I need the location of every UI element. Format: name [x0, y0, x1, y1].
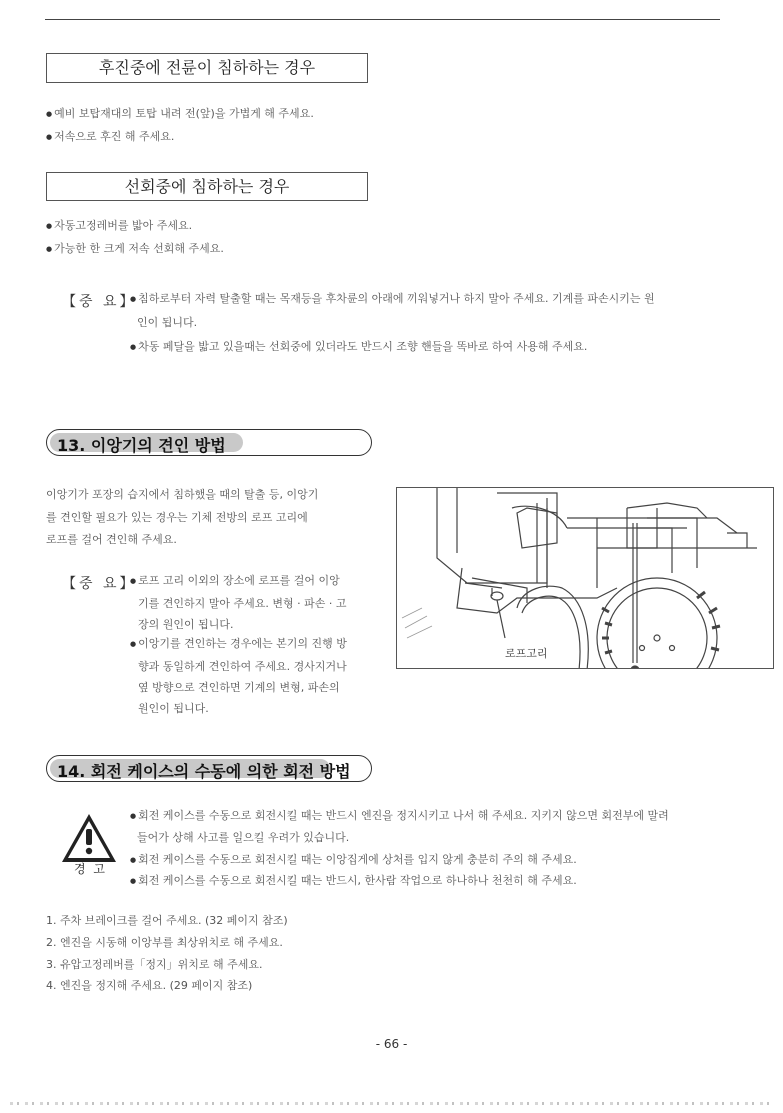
list-item: ● 가능한 한 크게 저속 선회해 주세요.	[46, 242, 224, 257]
towing-important-1: ● 로프 고리 이외의 장소에 로프를 걸어 이앙 기를 견인하지 말아 주세요. 변형 · 파손 · 고 장의 원인이 됩니다.	[130, 570, 346, 635]
warning-item-cont: 들어가 상해 사고를 일으킬 우려가 있습니다.	[137, 831, 350, 844]
list-item: ● 예비 보탑재대의 토탑 내려 전(앞)을 가볍게 해 주세요.	[46, 107, 314, 122]
warning-item: ● 회전 케이스를 수동으로 회전시킬 때는 반드시 엔진을 정지시키고 나서 해 주세요. 지키지 않으면 회전부에 말려	[130, 809, 669, 824]
step-item: 4. 엔진을 정지해 주세요. (29 페이지 참조)	[46, 979, 253, 992]
list-item: ● 자동고정레버를 밟아 주세요.	[46, 219, 192, 234]
important-item: ● 침하로부터 자력 탈출할 때는 목재등을 후차륜의 아래에 끼워넣거나 하지 말아 주세요. 기계를 파손시키는 원	[130, 292, 655, 307]
step-item: 3. 유압고정레버를「정지」위치로 해 주세요.	[46, 958, 263, 971]
step-item: 2. 엔진을 시동해 이앙부를 최상위치로 해 주세요.	[46, 936, 283, 949]
section-heading-turning-sinking: 선회중에 침하하는 경우	[46, 172, 368, 201]
section-heading-13	[46, 429, 372, 456]
warning-item: ● 회전 케이스를 수동으로 회전시킬 때는 반드시, 한사람 작업으로 하나하나 천천히 해 주세요.	[130, 874, 577, 889]
warning-triangle-icon	[60, 812, 118, 864]
warning-label: 경 고	[74, 862, 107, 876]
rope-hook-label: 로프고리	[505, 647, 548, 660]
section-heading-14	[46, 755, 372, 782]
towing-important-2: ● 이앙기를 견인하는 경우에는 본기의 진행 방 향과 동일하게 견인하여 주세요. 경사지거나 옆 방향으로 견인하면 기계의 변형, 파손의 원인이 됩니다.	[130, 633, 347, 719]
towing-paragraph: 이앙기가 포장의 습지에서 침하했을 때의 탈출 등, 이앙기 를 견인할 필요가 있는 경우는 기체 전방의 로프 고리에 로프를 걸어 견인해 주세요.	[46, 488, 319, 546]
important-label: 【중 요】	[62, 294, 137, 310]
section-13-title: 13. 이앙기의 견인 방법	[57, 436, 226, 455]
step-item: 1. 주차 브레이크를 걸어 주세요. (32 페이지 참조)	[46, 914, 288, 927]
warning-item: ● 회전 케이스를 수동으로 회전시킬 때는 이앙집게에 상처를 입지 않게 충분히 주의 해 주세요.	[130, 853, 577, 868]
top-rule	[45, 19, 720, 20]
list-item: ● 저속으로 후진 해 주세요.	[46, 130, 174, 145]
important-item: ● 차동 페달을 밟고 있을때는 선회중에 있더라도 반드시 조향 핸들을 똑바로 하여 사용해 주세요.	[130, 340, 587, 355]
scan-edge	[10, 1102, 770, 1105]
page-number: - 66 -	[375, 1037, 408, 1051]
transplanter-front-drawing	[397, 488, 774, 669]
rope-hook-illustration	[396, 487, 774, 669]
section-heading-reverse-sinking: 후진중에 전륜이 침하하는 경우	[46, 53, 368, 83]
important-item-cont: 인이 됩니다.	[137, 316, 198, 329]
section-14-title: 14. 회전 케이스의 수동에 의한 회전 방법	[57, 762, 351, 781]
important-label: 【중 요】	[62, 576, 137, 592]
